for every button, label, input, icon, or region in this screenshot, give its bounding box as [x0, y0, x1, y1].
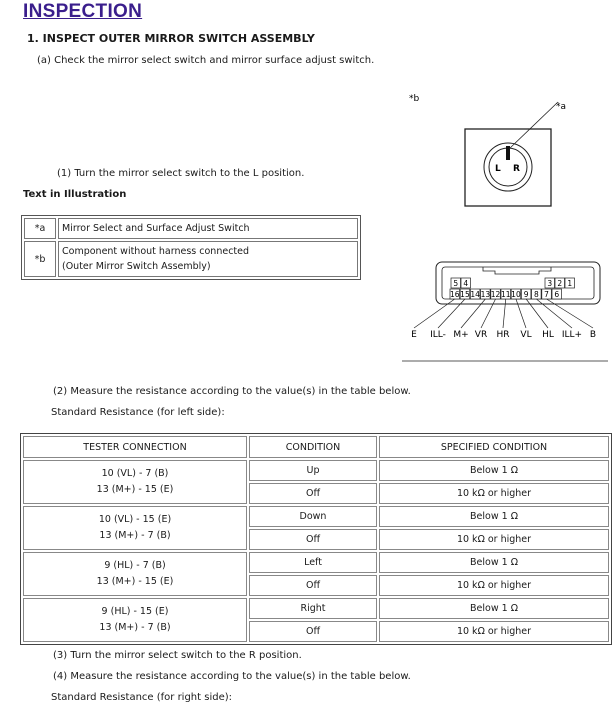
step-1-text: (1) Turn the mirror select switch to the L position.: [57, 168, 305, 179]
connector-pin: 5: [453, 279, 459, 288]
tester-line: 9 (HL) - 7 (B): [104, 560, 166, 571]
step-a-text: (a) Check the mirror select switch and mirror surface adjust switch.: [37, 55, 375, 66]
legend-row: [24, 218, 358, 239]
condition-cell: Down: [249, 506, 377, 527]
page-title: INSPECTION: [23, 1, 143, 22]
table-header-row: [23, 436, 609, 458]
connector-pin: 6: [554, 290, 560, 299]
terminal-leader-line: [414, 299, 455, 328]
spec-cell: 10 kΩ or higher: [379, 621, 609, 642]
legend-key: *a: [24, 218, 56, 239]
legend-description: [58, 241, 358, 277]
tester-line: 10 (VL) - 7 (B): [101, 468, 169, 479]
table-row: [23, 506, 609, 527]
connector-pin: 11: [500, 290, 511, 299]
condition-cell: Off: [249, 621, 377, 642]
legend-description: [58, 218, 358, 239]
tester-line: 9 (HL) - 15 (E): [101, 606, 169, 617]
condition-cell: Right: [249, 598, 377, 619]
step-2-text: (2) Measure the resistance according to the value(s) in the table below.: [53, 386, 411, 397]
tester-connection-cell: [23, 506, 247, 550]
legend-table: [21, 215, 361, 280]
terminal-label: HL: [542, 330, 554, 340]
connector-pin: 3: [547, 279, 553, 288]
header-specified-condition: SPECIFIED CONDITION: [379, 436, 609, 458]
spec-cell: Below 1 Ω: [379, 552, 609, 573]
connector-bottom-pins: [450, 289, 562, 299]
connector-pin: 8: [533, 290, 539, 299]
terminal-label: VL: [520, 330, 532, 340]
terminal-label: ILL-: [430, 330, 446, 340]
tester-line: 13 (M+) - 7 (B): [99, 622, 171, 633]
switch-illustration: [395, 85, 613, 367]
switch-right-label: R: [513, 164, 520, 174]
terminal-label: ILL+: [561, 330, 583, 340]
table-row: [23, 598, 609, 619]
spec-cell: Below 1 Ω: [379, 598, 609, 619]
connector-pin: 12: [490, 290, 501, 299]
connector-pin: 9: [523, 290, 529, 299]
tester-connection-cell: [23, 598, 247, 642]
condition-cell: Off: [249, 529, 377, 550]
table-row: [23, 460, 609, 481]
standard-right-label: Standard Resistance (for right side):: [51, 692, 233, 703]
terminal-label: M+: [453, 330, 469, 340]
legend-line: Component without harness connected: [62, 246, 250, 257]
tester-connection-cell: [23, 552, 247, 596]
standard-left-label: Standard Resistance (for left side):: [51, 407, 225, 418]
legend-row: [24, 241, 358, 277]
terminal-label: B: [589, 330, 597, 340]
table-row: [23, 552, 609, 573]
connector-pin: 10: [511, 290, 521, 299]
switch-left-label: L: [495, 164, 501, 174]
spec-cell: Below 1 Ω: [379, 506, 609, 527]
terminal-label: VR: [474, 330, 488, 340]
tester-line: 13 (M+) - 15 (E): [96, 484, 174, 495]
illustration-label-b: *b: [409, 94, 420, 104]
terminal-label: HR: [496, 330, 510, 340]
spec-cell: 10 kΩ or higher: [379, 483, 609, 504]
spec-cell: Below 1 Ω: [379, 460, 609, 481]
connector-pin: 7: [544, 290, 549, 299]
spec-cell: 10 kΩ or higher: [379, 529, 609, 550]
step-4-text: (4) Measure the resistance according to the value(s) in the table below.: [53, 671, 411, 682]
connector-pin: 14: [470, 290, 480, 299]
connector-pin: 1: [567, 279, 573, 288]
text-in-illustration-heading: Text in Illustration: [23, 189, 127, 200]
legend-line: (Outer Mirror Switch Assembly): [62, 261, 211, 272]
spec-cell: 10 kΩ or higher: [379, 575, 609, 596]
connector-pin: 16: [449, 290, 460, 299]
switch-housing: [465, 129, 551, 206]
condition-cell: Off: [249, 575, 377, 596]
connector-terminal-labels: [411, 330, 596, 340]
step-heading: 1. INSPECT OUTER MIRROR SWITCH ASSEMBLY: [27, 32, 315, 45]
step-3-text: (3) Turn the mirror select switch to the R position.: [53, 650, 302, 661]
condition-cell: Off: [249, 483, 377, 504]
header-condition: CONDITION: [249, 436, 377, 458]
resistance-table: [20, 433, 612, 645]
condition-cell: Left: [249, 552, 377, 573]
connector-pin: 13: [480, 290, 491, 299]
connector-pin: 15: [460, 290, 470, 299]
connector-pin: 2: [557, 279, 563, 288]
header-tester-connection: TESTER CONNECTION: [23, 436, 247, 458]
condition-cell: Up: [249, 460, 377, 481]
tester-line: 10 (VL) - 15 (E): [98, 514, 172, 525]
tester-connection-cell: [23, 460, 247, 504]
legend-key: *b: [24, 241, 56, 277]
tester-line: 13 (M+) - 15 (E): [96, 576, 174, 587]
illustration-label-a: *a: [556, 102, 567, 112]
connector-pin: 4: [463, 279, 469, 288]
terminal-label: E: [411, 330, 417, 340]
legend-line: Mirror Select and Surface Adjust Switch: [62, 223, 250, 234]
tester-line: 13 (M+) - 7 (B): [99, 530, 171, 541]
